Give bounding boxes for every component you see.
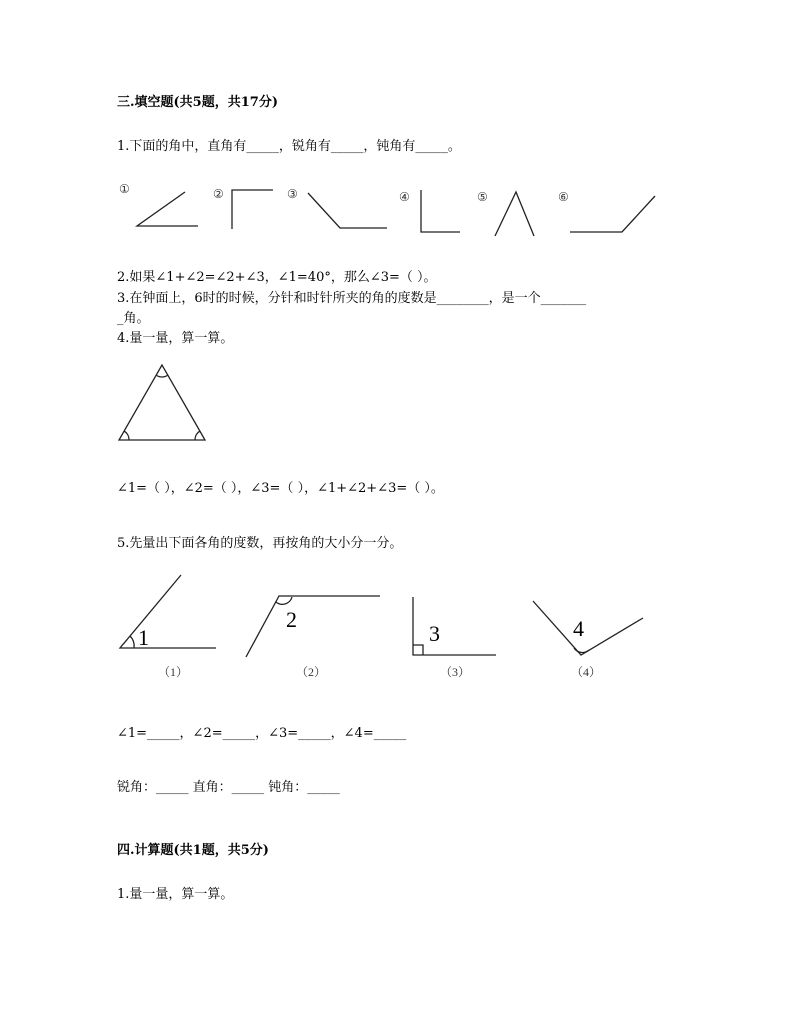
angle-5-label: ⑤ [477, 190, 488, 204]
section-4-question-1-text: 1.量一量，算一算。 [117, 887, 234, 902]
q5-angle-4 [533, 601, 643, 679]
question-2-text: 2.如果∠1+∠2=∠2+∠3，∠1=40°，那么∠3=（ ）。 [117, 270, 437, 285]
angle-6-label: ⑥ [558, 190, 569, 204]
angle-2-label: ② [213, 187, 224, 201]
q5-angle-2 [246, 596, 380, 679]
question-3-text-cont: _角。 [117, 311, 150, 326]
question-5-measure-line: ∠1=_____，∠2=_____，∠3=_____，∠4=_____ [117, 726, 407, 741]
question-5-text: 5.先量出下面各角的度数，再按角的大小分一分。 [117, 536, 403, 551]
q5-angle-3 [413, 597, 496, 679]
question-3-text: 3.在钟面上，6时的时候，分针和时针所夹的角的度数是________，是一个_______ [117, 291, 587, 306]
q5-angle-1 [120, 575, 216, 679]
question-1-text: 1.下面的角中，直角有_____，锐角有_____，钝角有_____。 [117, 139, 461, 154]
angle-4-label: ④ [399, 190, 410, 204]
question-4-text: 4.量一量，算一算。 [117, 331, 234, 346]
q5-angle-4-caption: （4） [571, 665, 602, 679]
q5-angle-2-mark: 2 [286, 607, 297, 632]
angle-3-label: ③ [287, 187, 298, 201]
section-3-heading: 三.填空题(共5题，共17分) [117, 95, 278, 110]
angle-1-label: ① [119, 182, 130, 196]
q5-angle-3-mark: 3 [429, 621, 440, 646]
section-4-heading: 四.计算题(共1题，共5分) [117, 843, 269, 858]
q5-angle-2-caption: （2） [296, 665, 327, 679]
q5-angle-1-mark: 1 [138, 625, 149, 650]
q5-angle-4-mark: 4 [573, 616, 584, 641]
question-4-answer-line: ∠1=（ ），∠2=（ ），∠3=（ ），∠1+∠2+∠3=（ ）。 [117, 481, 444, 496]
question-5-classify-line: 锐角：_____ 直角：_____ 钝角：_____ [117, 780, 340, 795]
q5-angle-1-caption: （1） [158, 665, 189, 679]
q5-angle-3-caption: （3） [440, 665, 471, 679]
